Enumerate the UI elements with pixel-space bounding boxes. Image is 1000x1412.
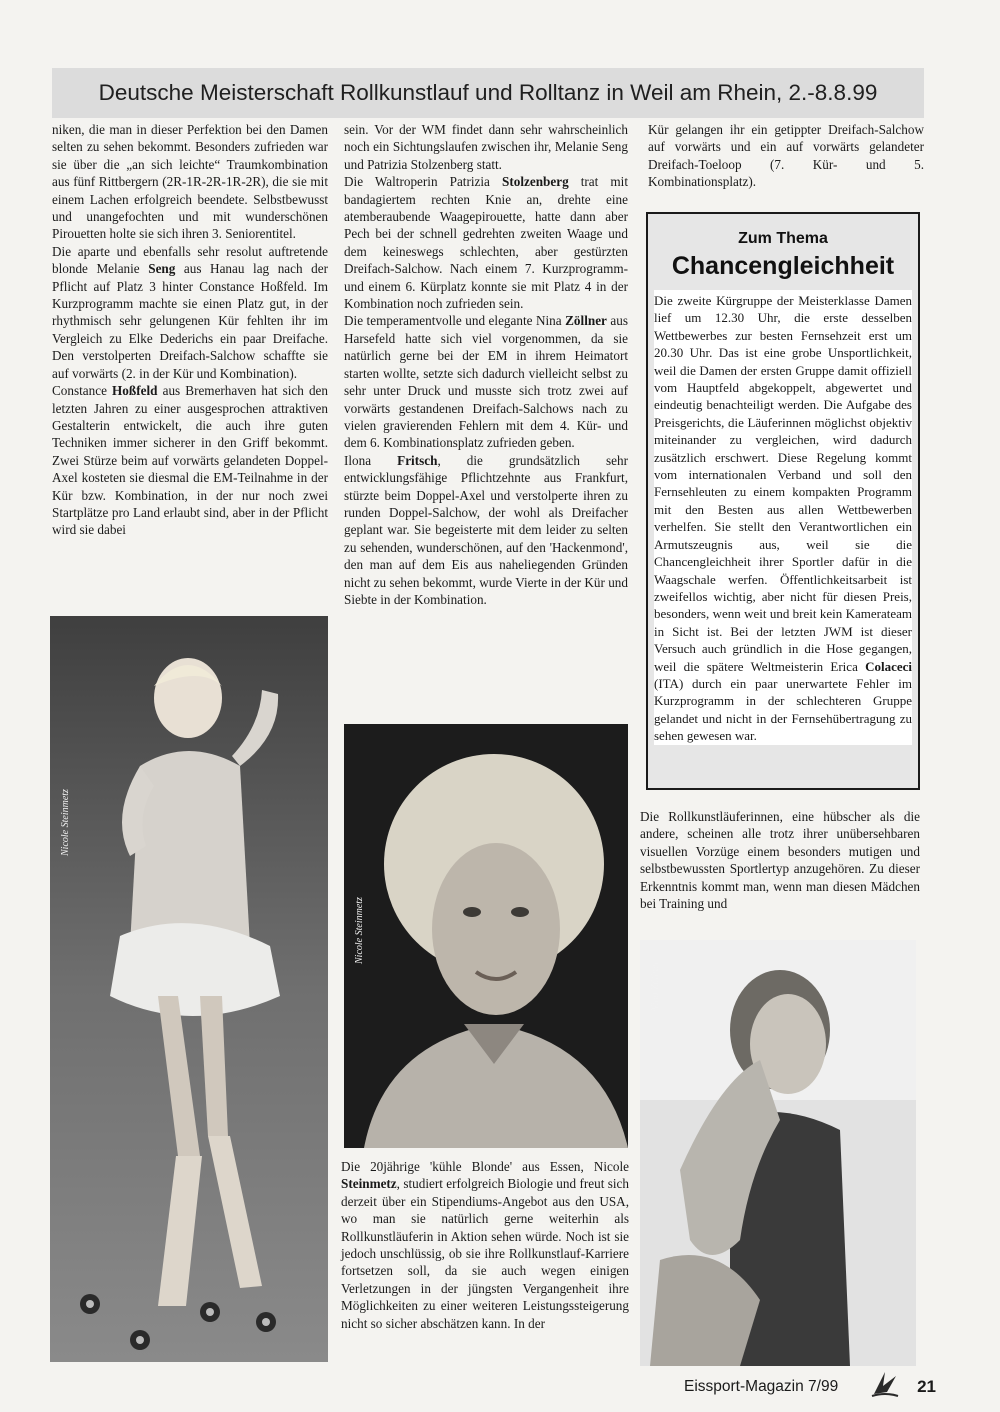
column-3-text-top: [648, 121, 924, 191]
name-bold: Colaceci: [865, 658, 912, 674]
paragraph: Die temperamentvolle und elegante Nina Zöllner aus Harsefeld hatte sich viel vorgenommen, da sie natürlich gerne bei der EM in ihrem Heimatort starten wollte, setzte sich dadurch vielleicht selbst zu sehr unter Druck und musste sich trotz zwei auf vorwärts gestandenen Dreifach-Salchows nach zu vielen gravierenden Fehlern mit dem 4. Kür- und dem 6. Kombinationsplatz zufrieden geben.: [344, 313, 628, 451]
name-bold: Fritsch: [397, 452, 438, 468]
photo-credit: Nicole Steinmetz: [354, 897, 365, 964]
paragraph: sein. Vor der WM findet dann sehr wahrscheinlich noch ein Sichtungslaufen zwischen ihr, Melanie Seng und Patrizia Stolzenberg statt.: [344, 122, 628, 172]
photo-credit: Nina Zöllner: [650, 960, 661, 1012]
page-footer: [684, 1378, 936, 1400]
photo-caption: Die 20jährige 'kühle Blonde' aus Essen, Nicole Steinmetz, studiert erfolgreich Biologie und freut sich derzeit über ein Stipendiums-Angebot aus den USA, wo man sie natürlich gerne weiterhin als Rollkunstläuferin in Aktion sehen würde. Noch ist sie jedoch unschlüssig, ob sie ihre Rollkunstlauf-Karriere fortsetzen soll, da sie auch wegen einigen Verletzungen in der jüngsten Vergangenheit ihre Möglichkeiten zu einer weiteren Leistungssteigerung nicht so sicher abschätzen kann. In der: [341, 1159, 629, 1331]
name-bold: Zöllner: [565, 313, 607, 329]
name-bold: Seng: [148, 261, 176, 277]
photo-skater-full-body: [50, 616, 328, 1362]
portrait-illustration: [344, 724, 628, 1148]
paragraph: Die aparte und ebenfalls sehr resolut auftretende blonde Melanie Seng aus Hanau lag nach der Pflicht auf Platz 3 hinter Constance Hoßfeld. Im Kurzprogramm machte sie einen Platz gut, in der rhythmisch sehr gelungenen Kür fehlten ihr im Vergleich zu Elke Dederichs ein paar Dreifache. Den verstolperten Dreifach-Salchow schaffte sie auf vorwärts (2. in der Kür und Kombination).: [52, 243, 329, 381]
article-header-banner: [52, 68, 924, 118]
box-title: Chancengleichheit: [671, 252, 895, 280]
sidebar-box-chancengleichheit: [646, 212, 920, 790]
paragraph: niken, die man in dieser Perfektion bei den Damen selten zu sehen bekommt. Besonders zufrieden war sie über die „an sich leichte“ Traumkombination aus fünf Rittbergern (2R-1R-2R-1R-2R), die sie mit einem Lachen erfolgreich beendete. Selbstbewusst und unangefochten und mit wunderschönen Pirouetten holte sie sich ihren 3. Seniorentitel.: [52, 122, 328, 242]
page-number: 21: [917, 1377, 936, 1396]
skater-illustration: [50, 616, 328, 1362]
name-bold: Stolzenberg: [502, 174, 569, 190]
column-3-text-bottom: [640, 808, 920, 912]
photo-skater-towel: [640, 940, 916, 1366]
box-pretitle: Zum Thema: [738, 230, 828, 247]
name-bold: Steinmetz: [341, 1176, 397, 1192]
article-title: Deutsche Meisterschaft Rollkunstlauf und Rolltanz in Weil am Rhein, 2.-8.8.99: [98, 80, 878, 105]
paragraph: Die Rollkunstläuferinnen, eine hübscher als die andere, scheinen alle trotz ihrer unübersehbaren visuellen Vorzüge einem besonders mutigen und selbstbewussten Sportlertyp anzugehören. Zu dieser Erkenntnis kommt man, wenn man diesen Mädchen bei Training und: [640, 809, 920, 912]
magazine-name: Eissport-Magazin 7/99: [684, 1378, 839, 1395]
paragraph: Kür gelangen ihr ein getippter Dreifach-Salchow auf vorwärts und ein auf vorwärts gelandeter Dreifach-Toeloop (7. Kür- und 5. Kombinationsplatz).: [648, 122, 924, 190]
paragraph: Ilona Fritsch, die grundsätzlich sehr entwicklungsfähige Pflichtzehnte aus Frankfurt, stürzte beim Doppel-Axel und verstolperte ihren zu runden Doppel-Salchow, der wohl als Dreifacher geplant war. Sie begeisterte mit dem leider zu selten zu sehenden, wunderschönen, auf den 'Hackenmond', den man auf dem Eis aus naheliegenden Gründen nicht zu sehen bekommt, wurde Vierte in der Kür und Siebte in der Kombination.: [344, 452, 628, 607]
paragraph: Constance Hoßfeld aus Bremerhaven hat sich den letzten Jahren zu einer ausgesprochen attraktiven Gestalterin entwickelt, die auch ihre guten Techniken immer sicherer in den Griff bekommt. Zwei Stürze beim auf vorwärts gelandeten Doppel-Axel kosteten sie diesmal die EM-Teilnahme in der Kür bzw. Kombination, in der nur noch zwei Startplätze pro Land erlaubt sind, aber in der Pflicht wird sie dabei: [52, 383, 328, 538]
column-2-text: [344, 121, 628, 608]
photo-credit: Nicole Steinmetz: [60, 789, 71, 856]
photo-portrait: [344, 724, 628, 1148]
box-text: Die zweite Kürgruppe der Meisterklasse Damen lief um 12.30 Uhr, die erste desselben Wettbewerbes zur besten Fernsehzeit erst um 20.30 Uhr. Das ist eine grobe Unsportlichkeit, weil die Damen der ersten Gruppe damit offiziell vom Hauptfeld abgekoppelt, abgewertet und eindeutig benachteiligt werden. Die Aufgabe des Preisgerichts, die Läuferinnen möglichst objektiv miteinander zu vergleichen, wird dadurch zusätzlich erschwert. Diese Regelung kommt vom internationalen Verband und soll den Fernsehleuten zu einem kompakten Programm mit den Besten aus allen Wettbewerben verhelfen. Sie stellt den Verantwortlichen ein Armutszeugnis aus, weil sie die Chancengleichheit ihrer Sportler dafür in die Waagschale werfen. Öffentlichkeitsarbeit ist zweifellos wichtig, aber nicht für diesen Preis, besonders, wenn weit und breit kein Kamerateam in Sicht ist. Bei der letzten JWM ist dieser Versuch auch gründlich in die Hose gegangen, weil die spätere Weltmeisterin Erica Colaceci (ITA) durch ein paar unerwartete Fehler im Kurzprogramm in der schlechteren Gruppe gelandet und nicht in der Fernsehübertragung zu sehen gewesen war.: [654, 290, 912, 745]
column-1-text: [52, 121, 328, 539]
magazine-logo-icon: [870, 1370, 900, 1405]
name-bold: Hoßfeld: [112, 383, 158, 399]
paragraph: Die Waltroperin Patrizia Stolzenberg trat mit bandagiertem rechten Knie an, drehte eine atemberaubende Waagepirouette, hatte dann aber Pech bei der schnell gedrehten zweiten Waage und dem keineswegs schlechten, aber gestürzten Dreifach-Salchow. Nach einem 7. Kurzprogramm- und einem 6. Kürplatz konnte sie mit Platz 4 in der Kombination noch zufrieden sein.: [344, 174, 628, 312]
towel-illustration: [640, 940, 916, 1366]
